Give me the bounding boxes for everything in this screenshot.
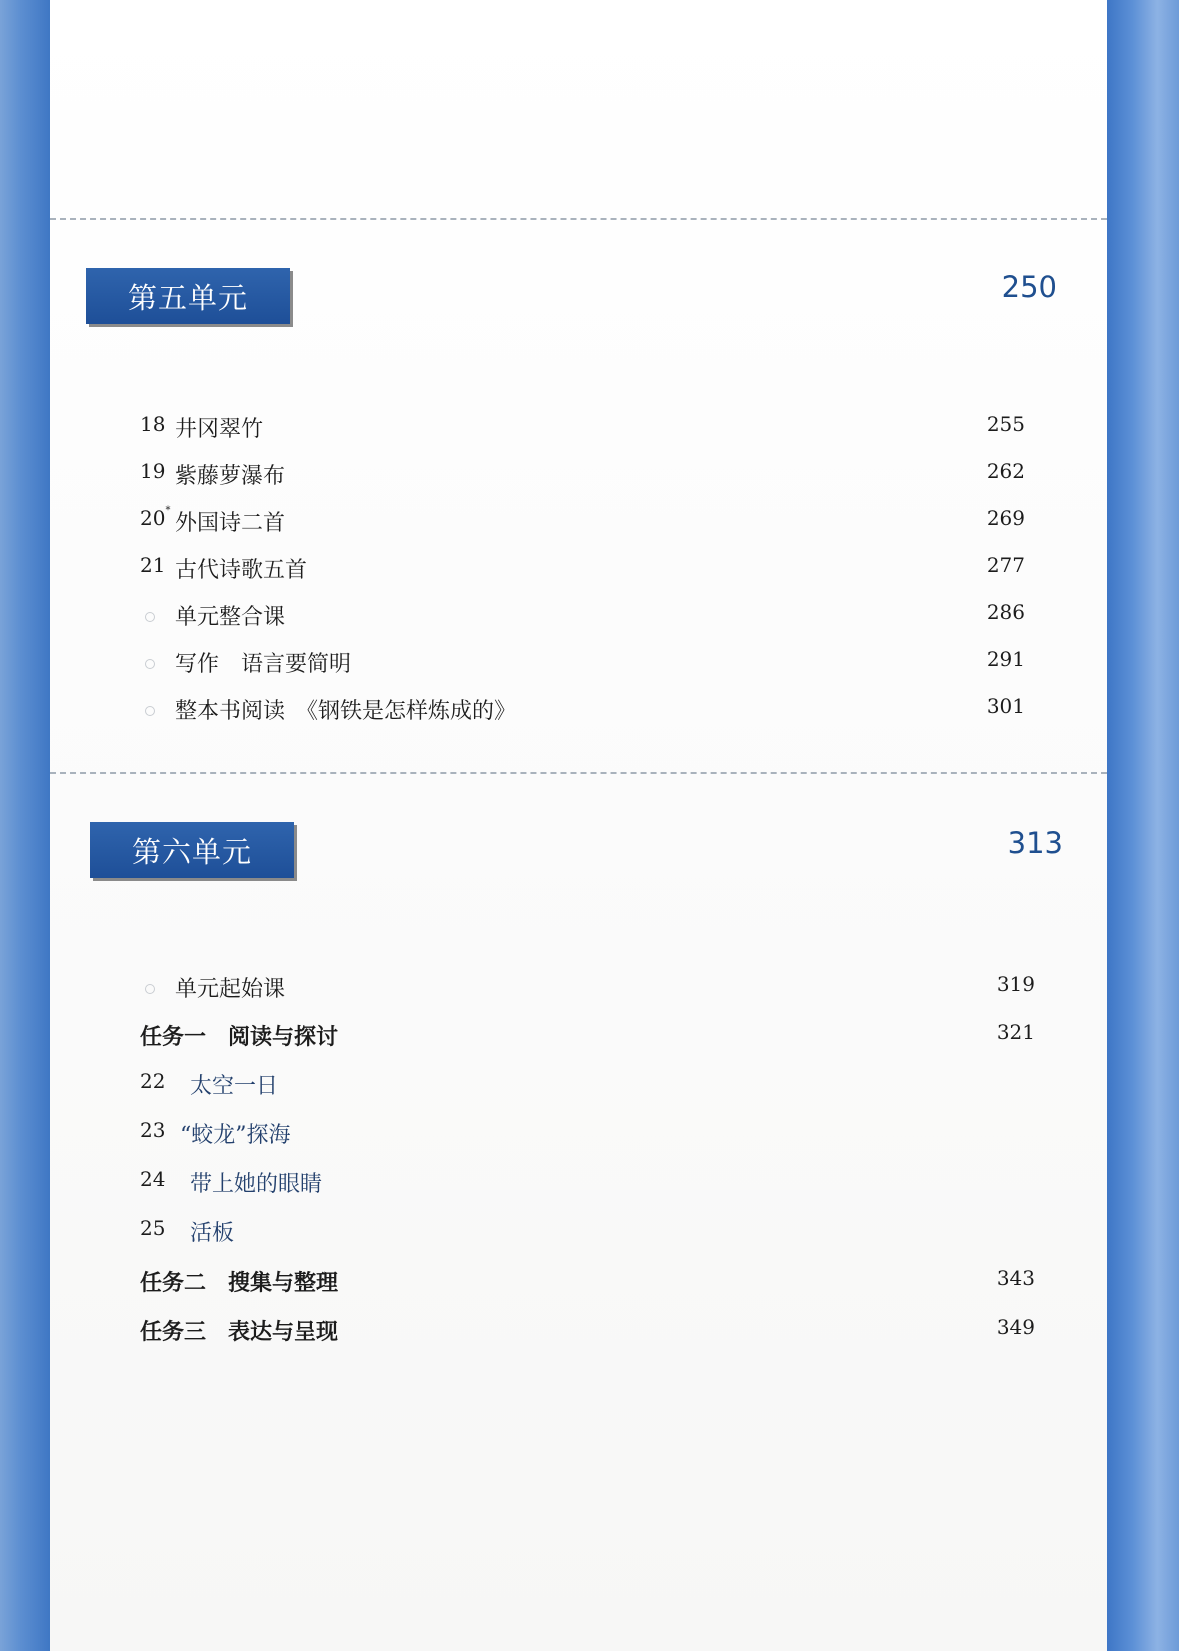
unit5-page-number: 250 (1001, 270, 1057, 304)
toc-row[interactable] (50, 1315, 1107, 1349)
book-page (50, 0, 1107, 1651)
toc-row[interactable] (50, 1216, 1107, 1250)
toc-row[interactable] (50, 647, 1107, 681)
task-title: 任务三 表达与呈现 (140, 1319, 339, 1345)
toc-row[interactable] (50, 412, 1107, 446)
page-number: 301 (986, 694, 1025, 718)
lesson-number: 23 (140, 1118, 166, 1142)
circle-bullet-icon (145, 659, 155, 669)
page-number: 255 (986, 412, 1025, 436)
page-number: 349 (996, 1315, 1035, 1339)
circle-bullet-icon (145, 612, 155, 622)
page-number: 319 (996, 972, 1035, 996)
circle-bullet-icon (145, 706, 155, 716)
lesson-title: 太空一日 (190, 1074, 279, 1099)
page-number: 291 (986, 647, 1025, 671)
toc-row[interactable] (50, 600, 1107, 634)
lesson-number: 20* (140, 505, 171, 530)
lesson-number: 24 (140, 1167, 166, 1191)
right-blue-border (1107, 0, 1179, 1651)
toc-row[interactable] (50, 972, 1107, 1006)
lesson-title: “蛟龙”探海 (180, 1123, 291, 1148)
toc-row[interactable] (50, 1167, 1107, 1201)
page-number: 343 (996, 1266, 1035, 1290)
lesson-title: 带上她的眼睛 (190, 1172, 323, 1197)
lesson-title: 外国诗二首 (175, 511, 286, 536)
unit6-page-number: 313 (1007, 826, 1063, 860)
section-divider (50, 772, 1107, 774)
toc-row[interactable] (50, 1069, 1107, 1103)
page-number: 262 (986, 459, 1025, 483)
page-number: 321 (996, 1020, 1035, 1044)
optional-star-mark: * (165, 505, 171, 517)
task-title: 任务一 阅读与探讨 (140, 1024, 339, 1050)
left-blue-border (0, 0, 50, 1651)
lesson-number: 22 (140, 1069, 166, 1093)
lesson-number: 19 (140, 459, 166, 483)
toc-row[interactable] (50, 553, 1107, 587)
toc-row[interactable] (50, 1266, 1107, 1300)
section-title: 单元起始课 (175, 977, 286, 1002)
lesson-title: 活板 (190, 1221, 235, 1246)
toc-row[interactable] (50, 459, 1107, 493)
section-divider (50, 218, 1107, 220)
toc-row[interactable] (50, 1020, 1107, 1054)
section-title: 单元整合课 (175, 605, 286, 630)
toc-row[interactable] (50, 1118, 1107, 1152)
task-title: 任务二 搜集与整理 (140, 1270, 339, 1296)
lesson-number: 21 (140, 553, 166, 577)
page-number: 286 (986, 600, 1025, 624)
page-number: 269 (986, 506, 1025, 530)
lesson-title: 古代诗歌五首 (175, 558, 308, 583)
unit5-badge: 第五单元 (86, 268, 290, 324)
toc-row[interactable] (50, 506, 1107, 540)
toc-row[interactable] (50, 694, 1107, 728)
unit6-badge: 第六单元 (90, 822, 294, 878)
page-number: 277 (986, 553, 1025, 577)
lesson-title: 紫藤萝瀑布 (175, 464, 286, 489)
circle-bullet-icon (145, 984, 155, 994)
lesson-number: 18 (140, 412, 166, 436)
section-title: 整本书阅读 《钢铁是怎样炼成的》 (175, 699, 517, 724)
section-title: 写作 语言要简明 (175, 652, 352, 677)
lesson-title: 井冈翠竹 (175, 417, 264, 442)
lesson-number: 25 (140, 1216, 166, 1240)
